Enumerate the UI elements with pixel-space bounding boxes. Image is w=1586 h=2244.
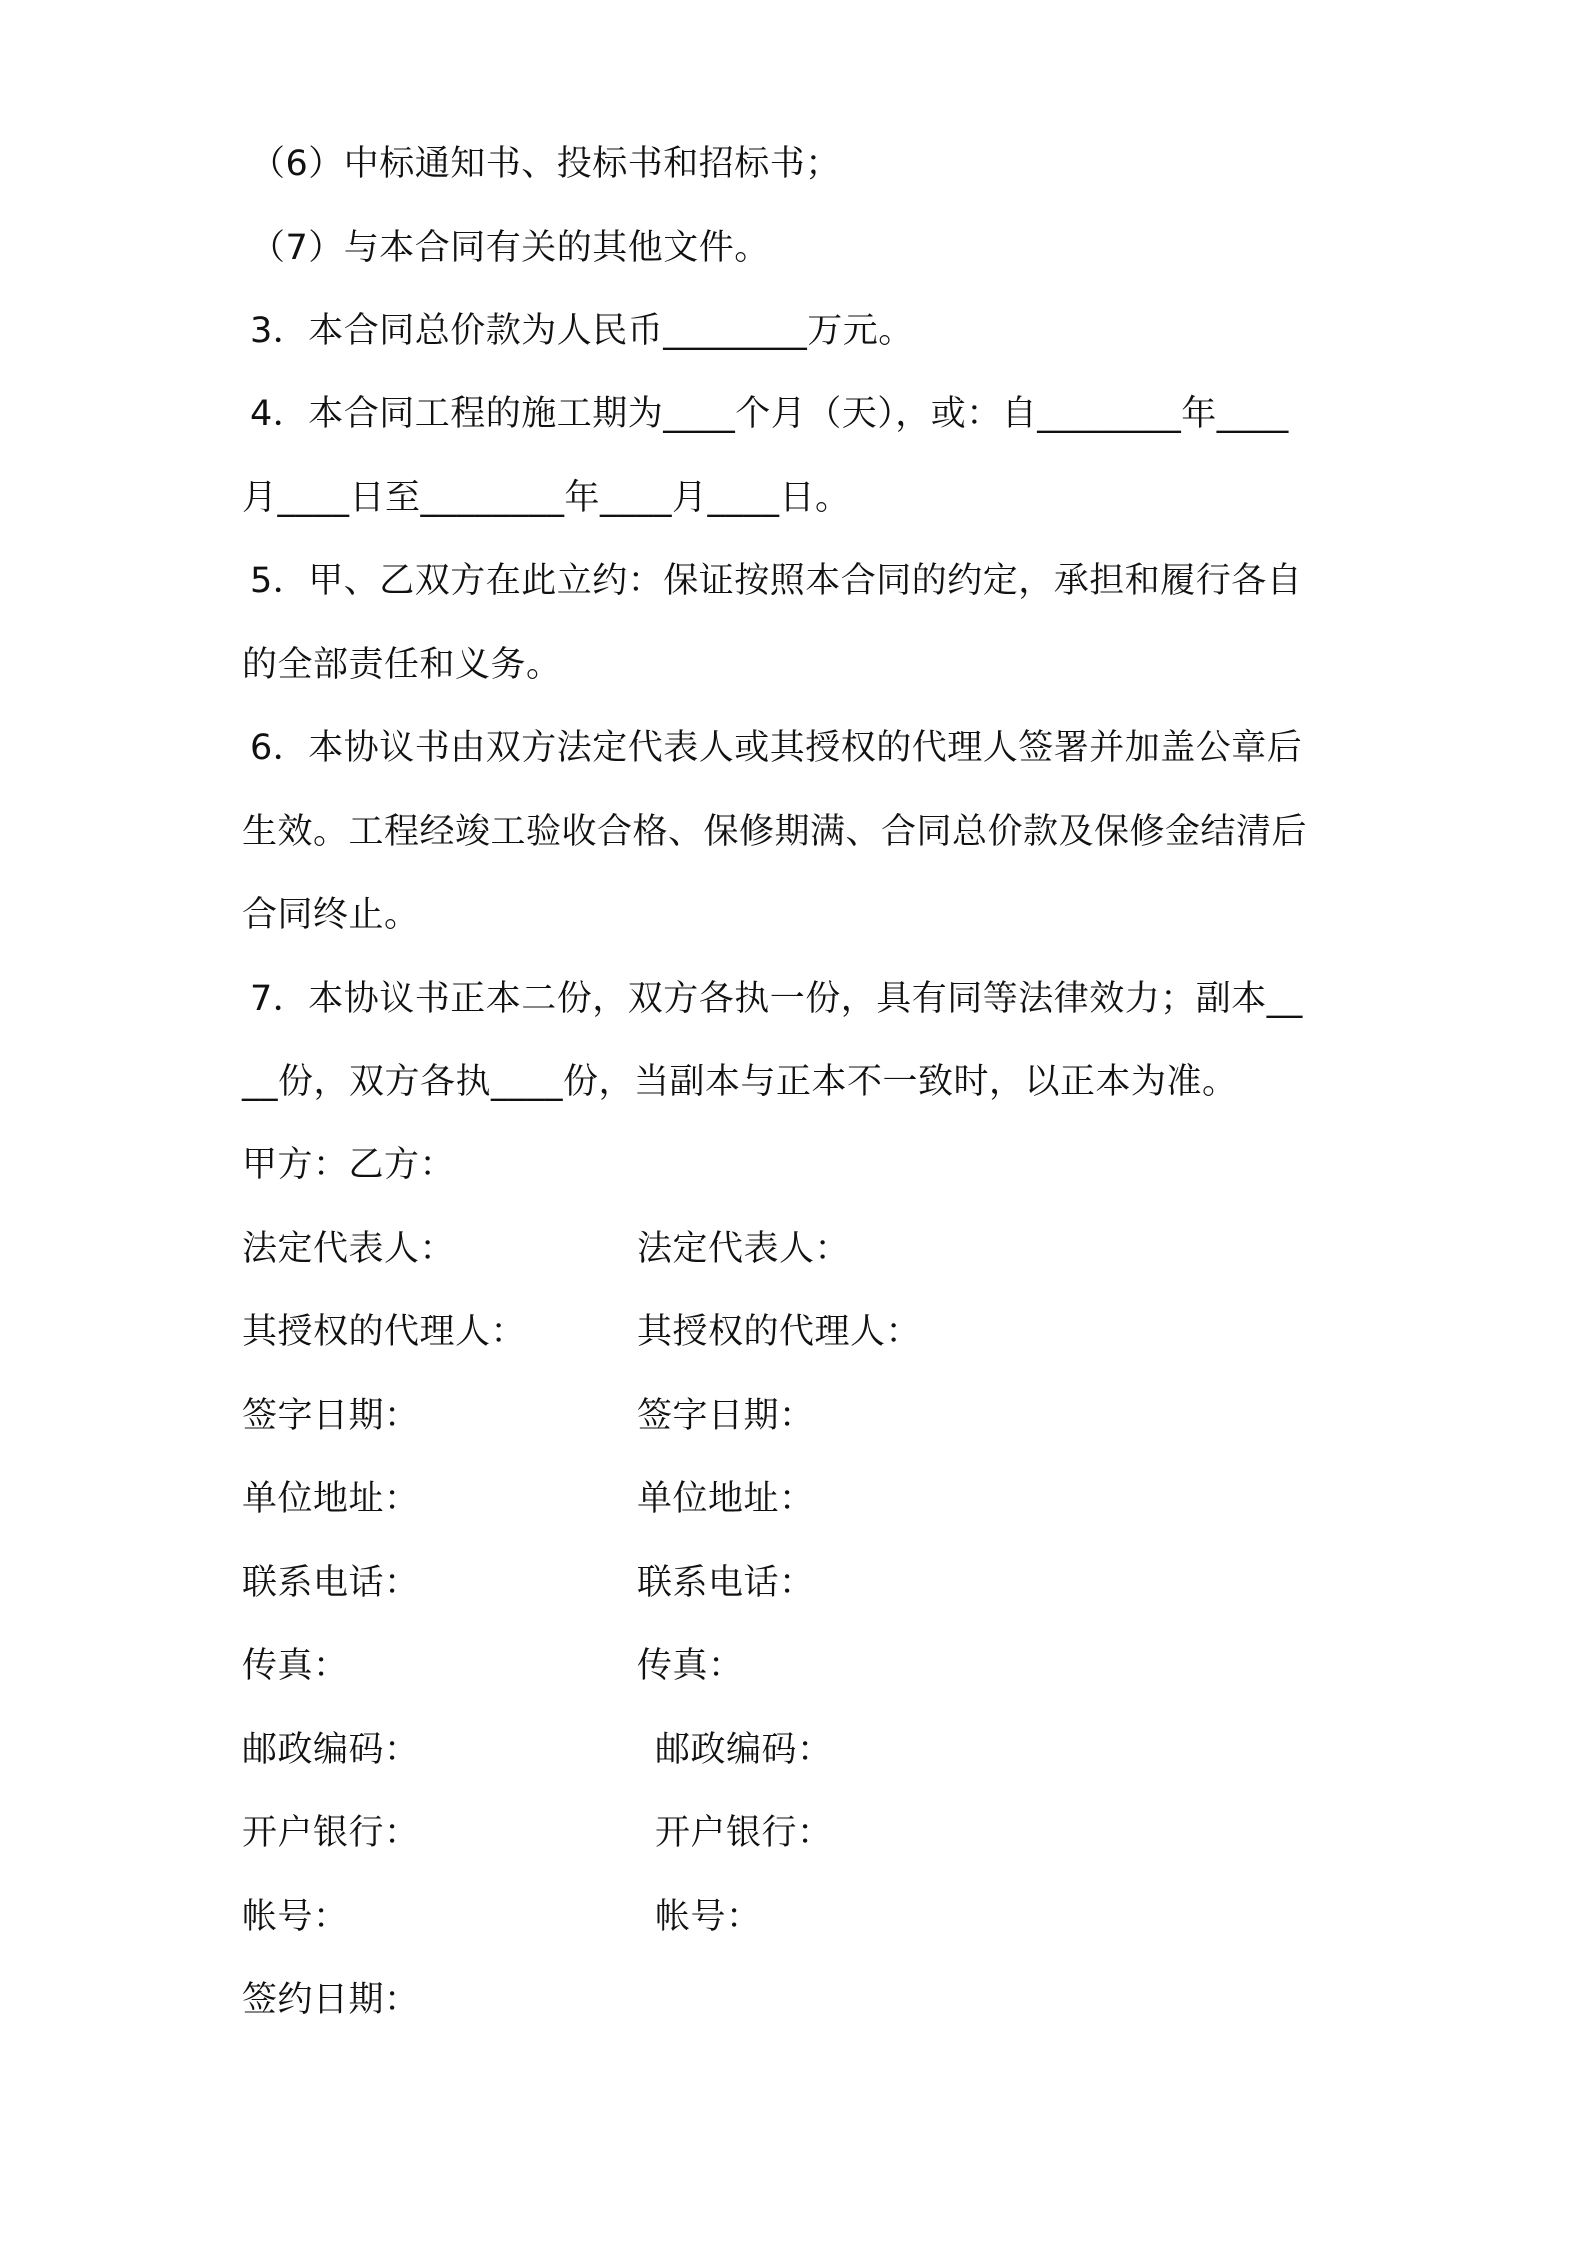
clause-6-sign-line3: 合同终止。 [242,895,420,935]
party-a-agent: 其授权的代理人： [242,1312,527,1352]
clause-7-copies-line1: 7．本协议书正本二份，双方各执一份，具有同等法律效力；副本__ [250,979,1303,1019]
party-a-legal-rep: 法定代表人： [242,1229,456,1269]
party-b-postcode: 邮政编码： [655,1730,833,1770]
parties-header: 甲方：乙方： [242,1145,456,1185]
party-b-fax: 传真： [637,1646,744,1686]
clause-7-item: （7）与本合同有关的其他文件。 [250,228,770,268]
signing-date: 签约日期： [242,1980,420,2020]
party-a-fax: 传真： [242,1646,349,1686]
clause-5-line2: 的全部责任和义务。 [242,645,562,685]
party-b-agent: 其授权的代理人： [637,1312,922,1352]
clause-6-item: （6）中标通知书、投标书和招标书； [250,144,841,184]
party-a-phone: 联系电话： [242,1563,420,1603]
party-b-account: 帐号： [655,1897,762,1937]
party-b-address: 单位地址： [637,1479,815,1519]
party-a-bank: 开户银行： [242,1813,420,1853]
party-b-bank: 开户银行： [655,1813,833,1853]
party-a-postcode: 邮政编码： [242,1730,420,1770]
clause-7-copies-line2: __份，双方各执____份，当副本与正本不一致时，以正本为准。 [242,1062,1238,1102]
clause-6-sign-line1: 6．本协议书由双方法定代表人或其授权的代理人签署并加盖公章后 [250,728,1303,768]
party-b-legal-rep: 法定代表人： [637,1229,851,1269]
party-a-address: 单位地址： [242,1479,420,1519]
clause-4-period-line2: 月____日至________年____月____日。 [242,478,851,518]
clause-5-line1: 5．甲、乙双方在此立约：保证按照本合同的约定，承担和履行各自 [250,561,1303,601]
party-b-sign-date: 签字日期： [637,1396,815,1436]
party-b-phone: 联系电话： [637,1563,815,1603]
clause-3-price: 3．本合同总价款为人民币________万元。 [250,311,914,351]
clause-6-sign-line2: 生效。工程经竣工验收合格、保修期满、合同总价款及保修金结清后 [242,812,1308,852]
clause-4-period-line1: 4．本合同工程的施工期为____个月（天），或：自________年____ [250,394,1289,434]
party-a-sign-date: 签字日期： [242,1396,420,1436]
party-a-account: 帐号： [242,1897,349,1937]
